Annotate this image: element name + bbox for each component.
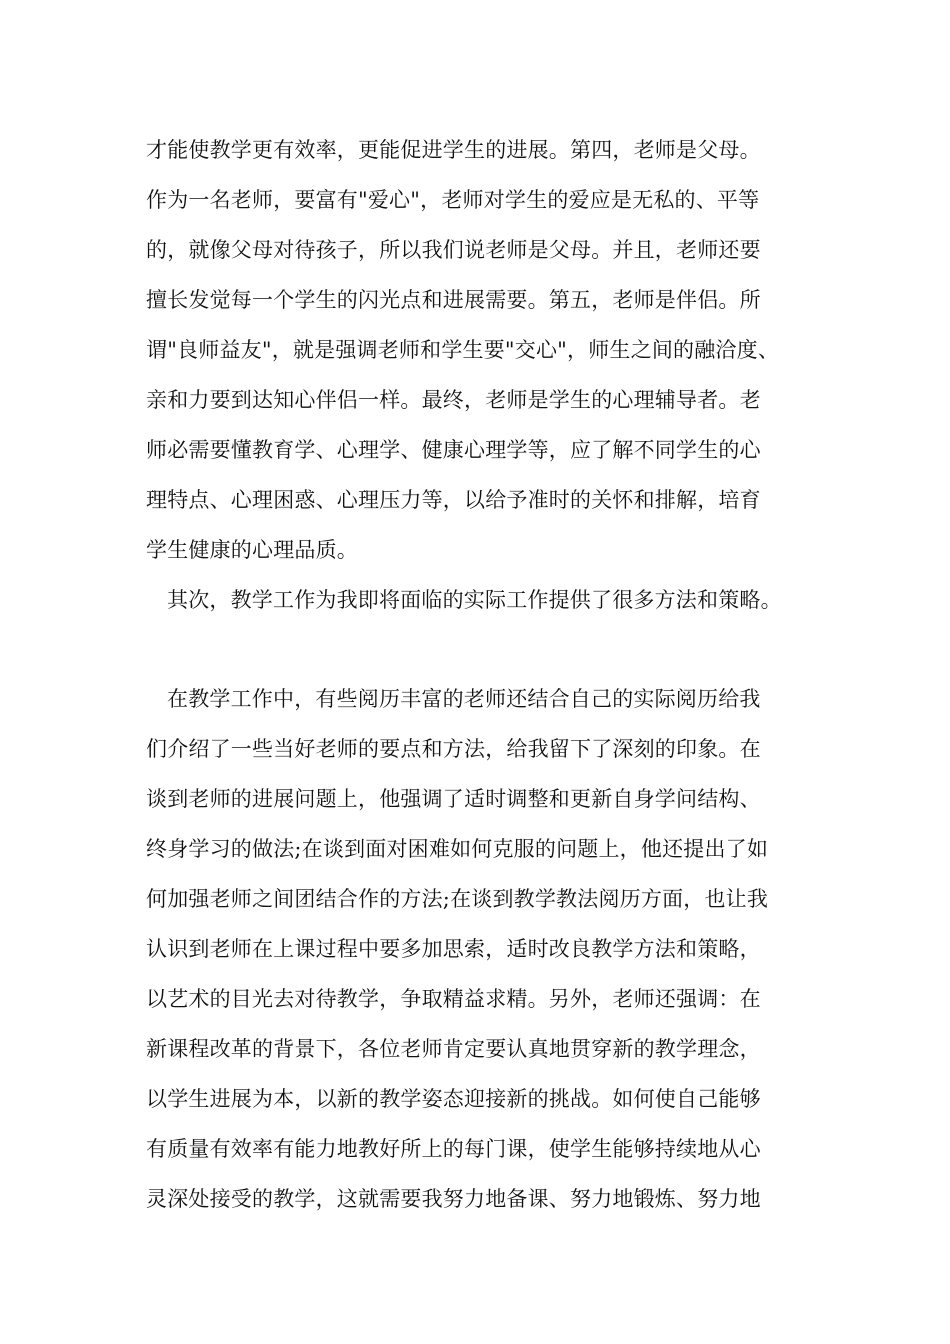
paragraph-3-line-10: 有质量有效率有能力地教好所上的每门课，使学生能够持续地从心 — [146, 1137, 761, 1161]
paragraph-3-line-4: 终身学习的做法;在谈到面对困难如何克服的问题上，他还提出了如 — [146, 837, 769, 861]
paragraph-1-line-2: 作为一名老师，要富有"爱心"，老师对学生的爱应是无私的、平等 — [146, 188, 760, 212]
paragraph-1-line-9: 学生健康的心理品质。 — [146, 538, 358, 562]
paragraph-1-line-8: 理特点、心理困惑、心理压力等，以给予准时的关怀和排解，培育 — [146, 488, 761, 512]
paragraph-1-line-4: 擅长发觉每一个学生的闪光点和进展需要。第五，老师是伴侣。所 — [146, 288, 761, 312]
paragraph-3-line-6: 认识到老师在上课过程中要多加思索，适时改良教学方法和策略， — [146, 937, 761, 961]
paragraph-3-line-9: 以学生进展为本，以新的教学姿态迎接新的挑战。如何使自己能够 — [146, 1087, 761, 1111]
paragraph-3-line-8: 新课程改革的背景下，各位老师肯定要认真地贯穿新的教学理念， — [146, 1037, 761, 1061]
paragraph-1-line-6: 亲和力要到达知心伴侣一样。最终，老师是学生的心理辅导者。老 — [146, 388, 761, 412]
paragraph-3-line-7: 以艺术的目光去对待教学，争取精益求精。另外，老师还强调：在 — [146, 987, 761, 1011]
paragraph-1-line-7: 师必需要懂教育学、心理学、健康心理学等，应了解不同学生的心 — [146, 438, 761, 462]
paragraph-2-line-1: 其次，教学工作为我即将面临的实际工作提供了很多方法和策略。 — [167, 588, 782, 612]
paragraph-3-line-5: 何加强老师之间团结合作的方法;在谈到教学教法阅历方面，也让我 — [146, 887, 769, 911]
paragraph-3-line-2: 们介绍了一些当好老师的要点和方法，给我留下了深刻的印象。在 — [146, 737, 761, 761]
paragraph-1-line-3: 的，就像父母对待孩子，所以我们说老师是父母。并且，老师还要 — [146, 238, 761, 262]
paragraph-1-line-5: 谓"良师益友"，就是强调老师和学生要"交心"，师生之间的融洽度、 — [146, 338, 780, 362]
paragraph-3-line-1: 在教学工作中，有些阅历丰富的老师还结合自己的实际阅历给我 — [167, 687, 761, 711]
paragraph-3-line-11: 灵深处接受的教学，这就需要我努力地备课、努力地锻炼、努力地 — [146, 1187, 761, 1211]
paragraph-3-line-3: 谈到老师的进展问题上，他强调了适时调整和更新自身学问结构、 — [146, 787, 761, 811]
paragraph-1-line-1: 才能使教学更有效率，更能促进学生的进展。第四，老师是父母。 — [146, 138, 761, 162]
